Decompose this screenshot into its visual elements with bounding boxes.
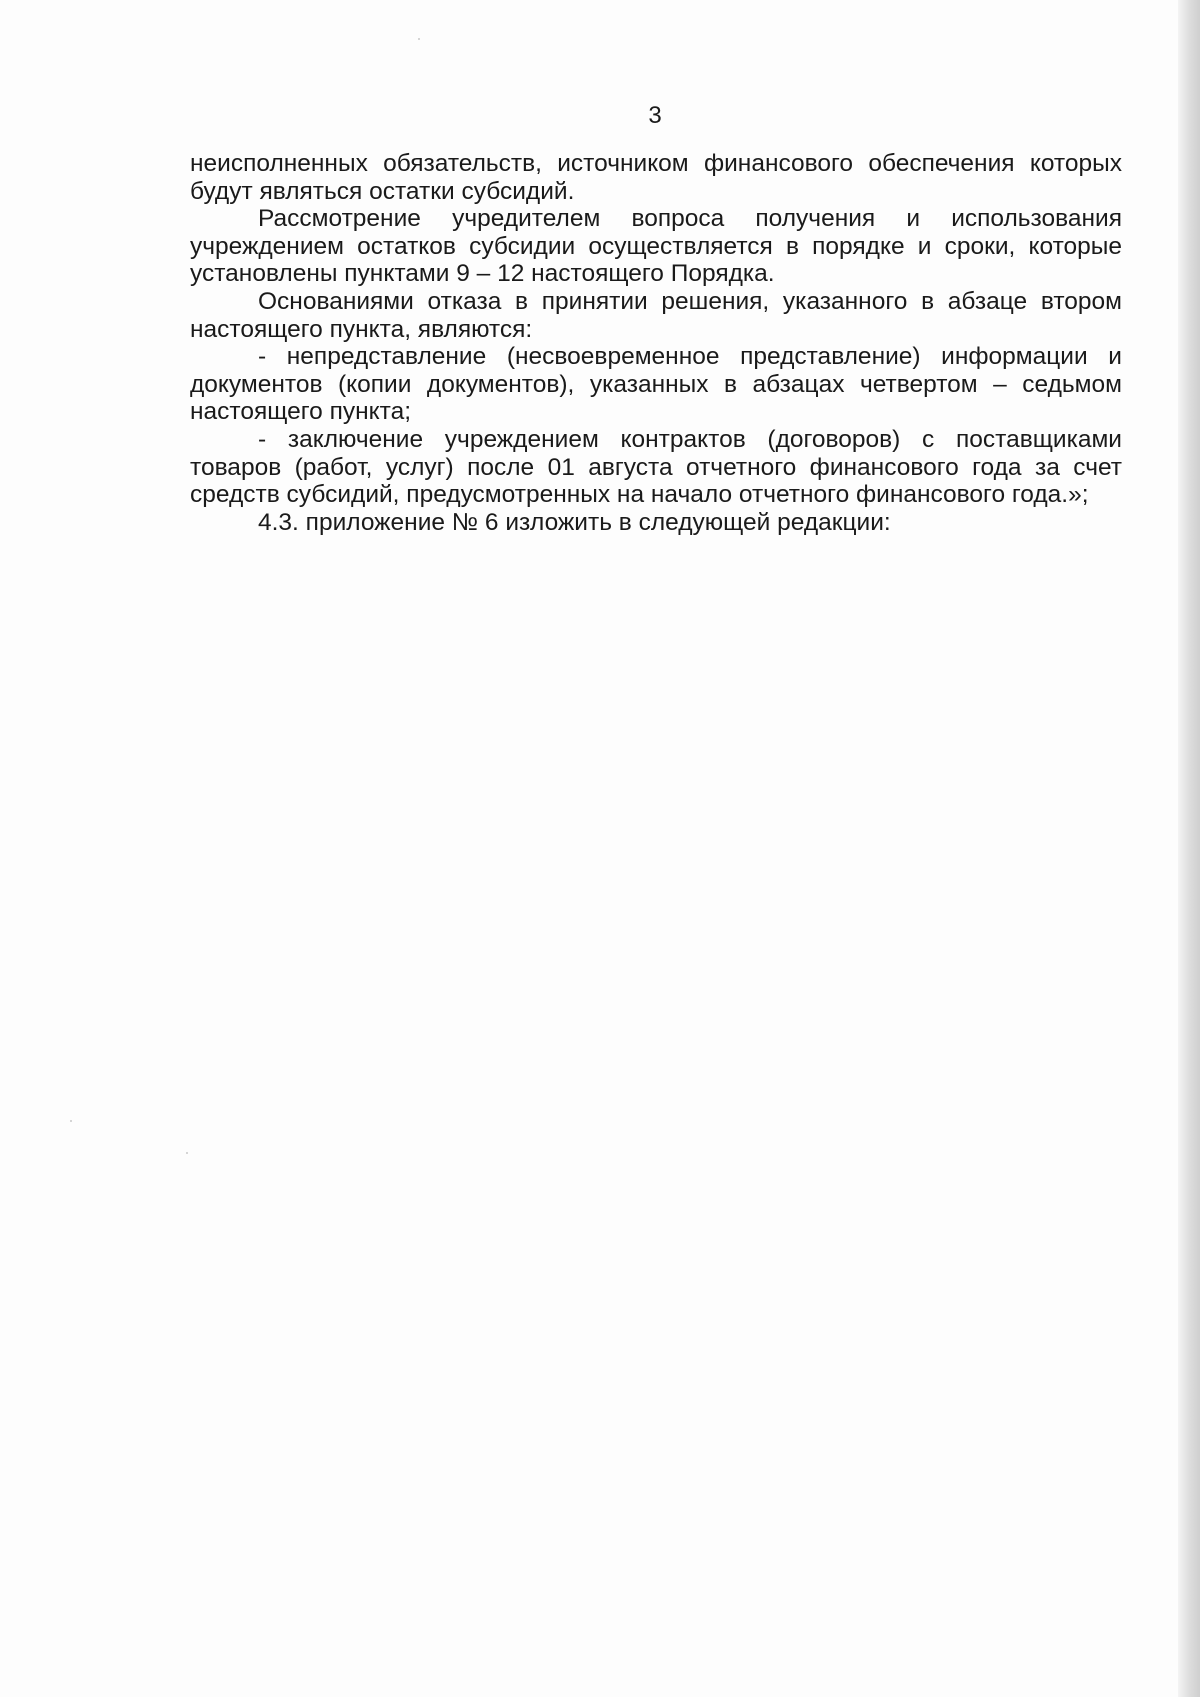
paragraph-refusal-item-2: - заключение учреждением контрактов (договоров) с поставщиками товаров (работ, услуг) после 01 августа отчетного финансового года за счет средств субсидий, предусмотренных на начало отчетного финансового года.»;: [190, 425, 1122, 509]
document-body: [190, 150, 1122, 536]
paragraph-continuation: неисполненных обязательств, источником финансового обеспечения которых будут являться остатки субсидий.: [190, 150, 1122, 205]
scan-shadow-edge: [1178, 0, 1200, 1697]
paragraph-review-procedure: Рассмотрение учредителем вопроса получения и использования учреждением остатков субсидии осуществляется в порядке и сроки, которые установлены пунктами 9 – 12 настоящего Порядка.: [190, 205, 1122, 288]
paragraph-refusal-item-1: - непредставление (несвоевременное представление) информации и документов (копии документов), указанных в абзацах четвертом – седьмом настоящего пункта;: [190, 343, 1122, 426]
paragraph-amendment-4-3: 4.3. приложение № 6 изложить в следующей редакции:: [258, 508, 891, 536]
scan-speck: [70, 1120, 72, 1122]
scan-speck: [418, 38, 420, 40]
paragraph-refusal-grounds: Основаниями отказа в принятии решения, указанного в абзаце втором настоящего пункта, являются:: [190, 287, 1122, 343]
scan-speck: [186, 1152, 188, 1154]
page-number: 3: [648, 102, 662, 129]
